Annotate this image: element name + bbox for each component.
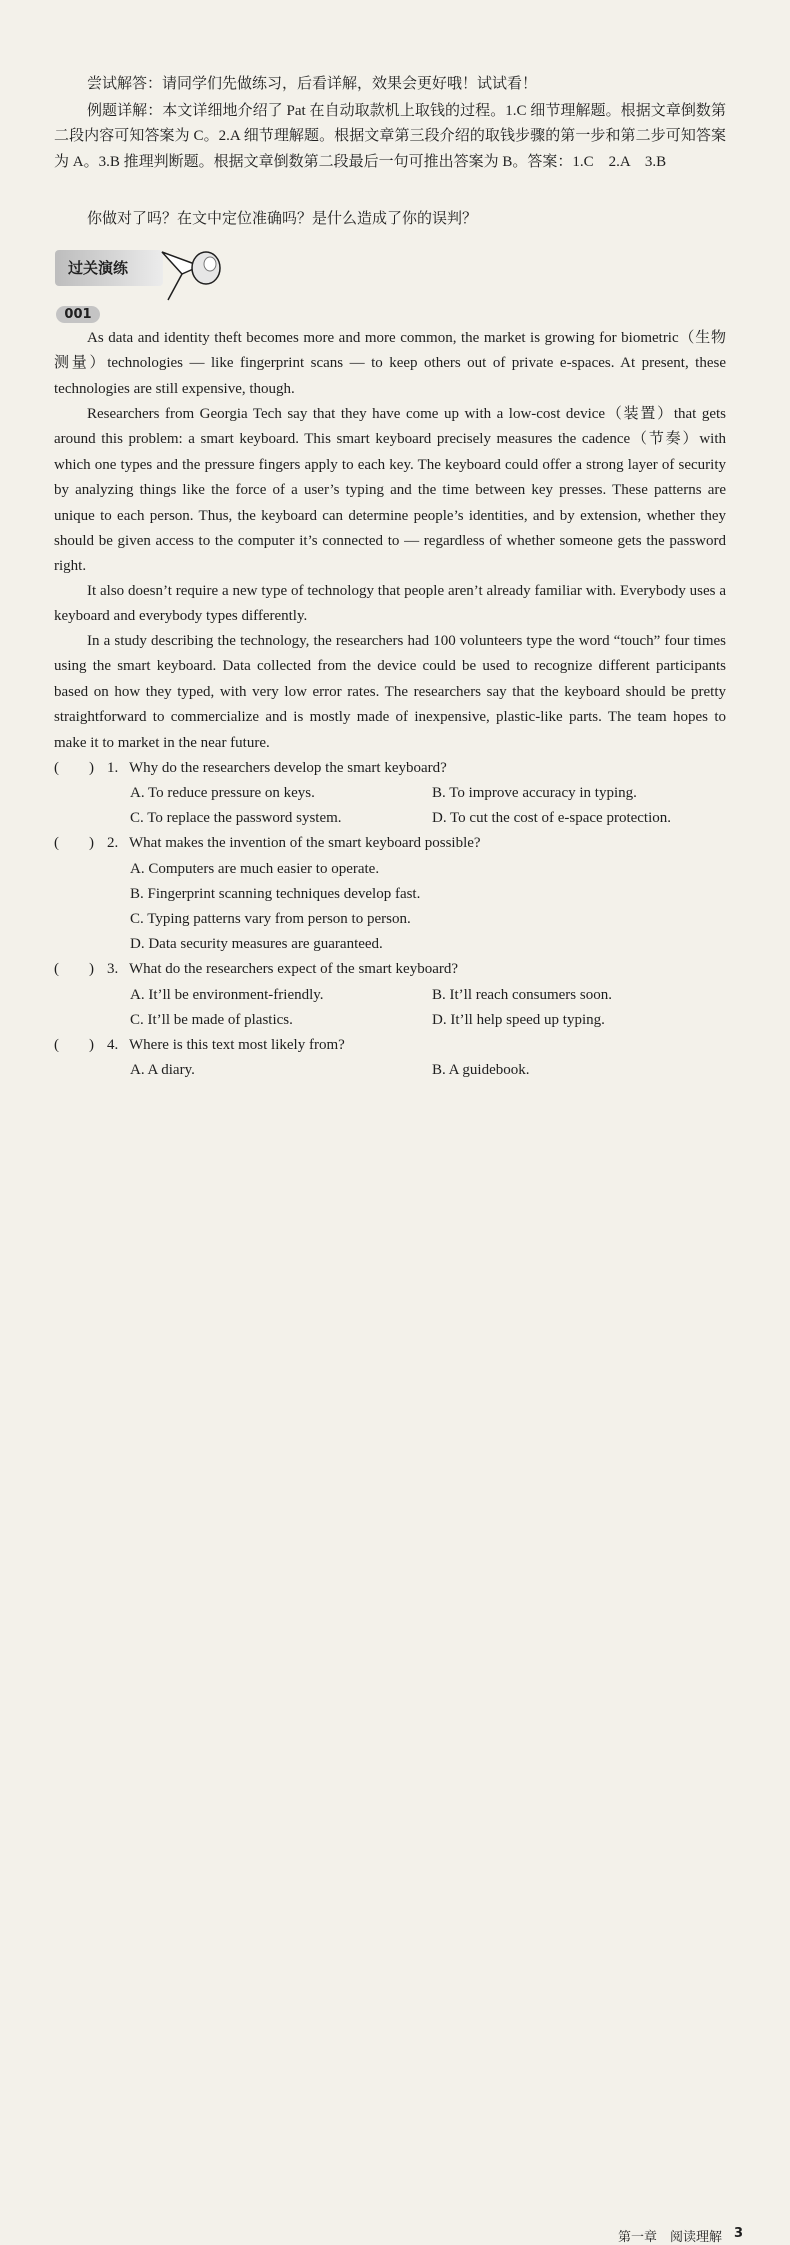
option-a: A. To reduce pressure on keys. <box>130 785 315 801</box>
passage-paragraph-2: Researchers from Georgia Tech say that they have come up with a low-cost device（装置）that gets around this problem: a smart keyboard. This smart keyboard precisely measures the cadence（节奏）with which one types and the pressure fingers apply to each key. The keyboard could offer a strong layer of security by analyzing things like the force of a user’s typing and the time between key presses. These patterns are unique to each person. Thus, the keyboard can determine people’s identities, and by extension, whether they should be given access to the computer it’s connected to — regardless of whether someone gets the password right. <box>54 406 726 575</box>
answer-blank[interactable]: ( ) <box>54 961 94 977</box>
option-a: A. It’ll be environment-friendly. <box>130 987 324 1003</box>
option-a: A. A diary. <box>130 1062 195 1078</box>
option-d: D. Data security measures are guaranteed. <box>130 936 383 952</box>
item-number-badge: 001 <box>56 306 100 323</box>
reflection-question: 你做对了吗？在文中定位准确吗？是什么造成了你的误判？ <box>87 211 478 227</box>
passage-paragraph-4: In a study describing the technology, the researchers had 100 volunteers type the word “touch” four times using the smart keyboard. Data collected from the device could be used to recognize different participants based on how they typed, with very low error rates. The researchers say that the keyboard should be pretty straightforward to commercialize and is mostly made of inexpensive, plastic-like parts. The team hopes to make it to market in the near future. <box>54 633 726 751</box>
question-4 <box>54 1033 744 1058</box>
option-b: B. To improve accuracy in typing. <box>432 785 637 801</box>
option-b: B. Fingerprint scanning techniques develop fast. <box>130 886 421 902</box>
question-3 <box>54 957 744 982</box>
option-d: D. To cut the cost of e-space protection. <box>432 810 672 826</box>
option-d: D. It’ll help speed up typing. <box>432 1012 605 1028</box>
option-c: C. Typing patterns vary from person to person. <box>130 911 411 927</box>
answer-blank[interactable]: ( ) <box>54 1037 94 1053</box>
section-title: 过关演练 <box>68 259 129 277</box>
question-text: What makes the invention of the smart keyboard possible? <box>129 835 481 851</box>
question-number: 3. <box>107 961 119 977</box>
pushpin-icon <box>160 244 230 304</box>
page-number: 3 <box>734 2226 744 2241</box>
question-1 <box>54 756 744 781</box>
chapter-title: 第一章 阅读理解 <box>617 2230 722 2245</box>
question-text: What do the researchers expect of the smart keyboard? <box>129 961 459 977</box>
attempt-note: 尝试解答：请同学们先做练习，后看详解，效果会更好哦！试试看！ <box>87 76 538 92</box>
answer-blank[interactable]: ( ) <box>54 835 94 851</box>
passage-paragraph-1: As data and identity theft becomes more and more common, the market is growing for biometric（生物测量）technologies — like fingerprint scans — to keep others out of private e-spaces. At present, these technologies are still expensive, though. <box>54 330 726 397</box>
example-explanation: 例题详解：本文详细地介绍了 Pat 在自动取款机上取钱的过程。1.C 细节理解题。根据文章倒数第二段内容可知答案为 C。2.A 细节理解题。根据文章第三段介绍的取钱步骤的第一步和第二步可知答案为 A。3.B 推理判断题。根据文章倒数第二段最后一句可推出答案为 B。答案：1.C 2.A 3.B <box>54 103 726 170</box>
answer-blank[interactable]: ( ) <box>54 760 94 776</box>
option-c: C. To replace the password system. <box>130 810 342 826</box>
question-text: Why do the researchers develop the smart keyboard? <box>129 760 447 776</box>
option-b: B. It’ll reach consumers soon. <box>432 987 612 1003</box>
option-a: A. Computers are much easier to operate. <box>130 861 380 877</box>
option-c: C. It’ll be made of plastics. <box>130 1012 293 1028</box>
option-b: B. A guidebook. <box>432 1062 530 1078</box>
question-text: Where is this text most likely from? <box>129 1037 345 1053</box>
passage-paragraph-3: It also doesn’t require a new type of technology that people aren’t already familiar with. Everybody uses a keyboard and everybody types differently. <box>54 583 726 625</box>
question-number: 4. <box>107 1037 119 1053</box>
question-number: 1. <box>107 760 119 776</box>
question-number: 2. <box>107 835 119 851</box>
page-footer <box>0 1112 790 2245</box>
question-2 <box>54 831 744 856</box>
